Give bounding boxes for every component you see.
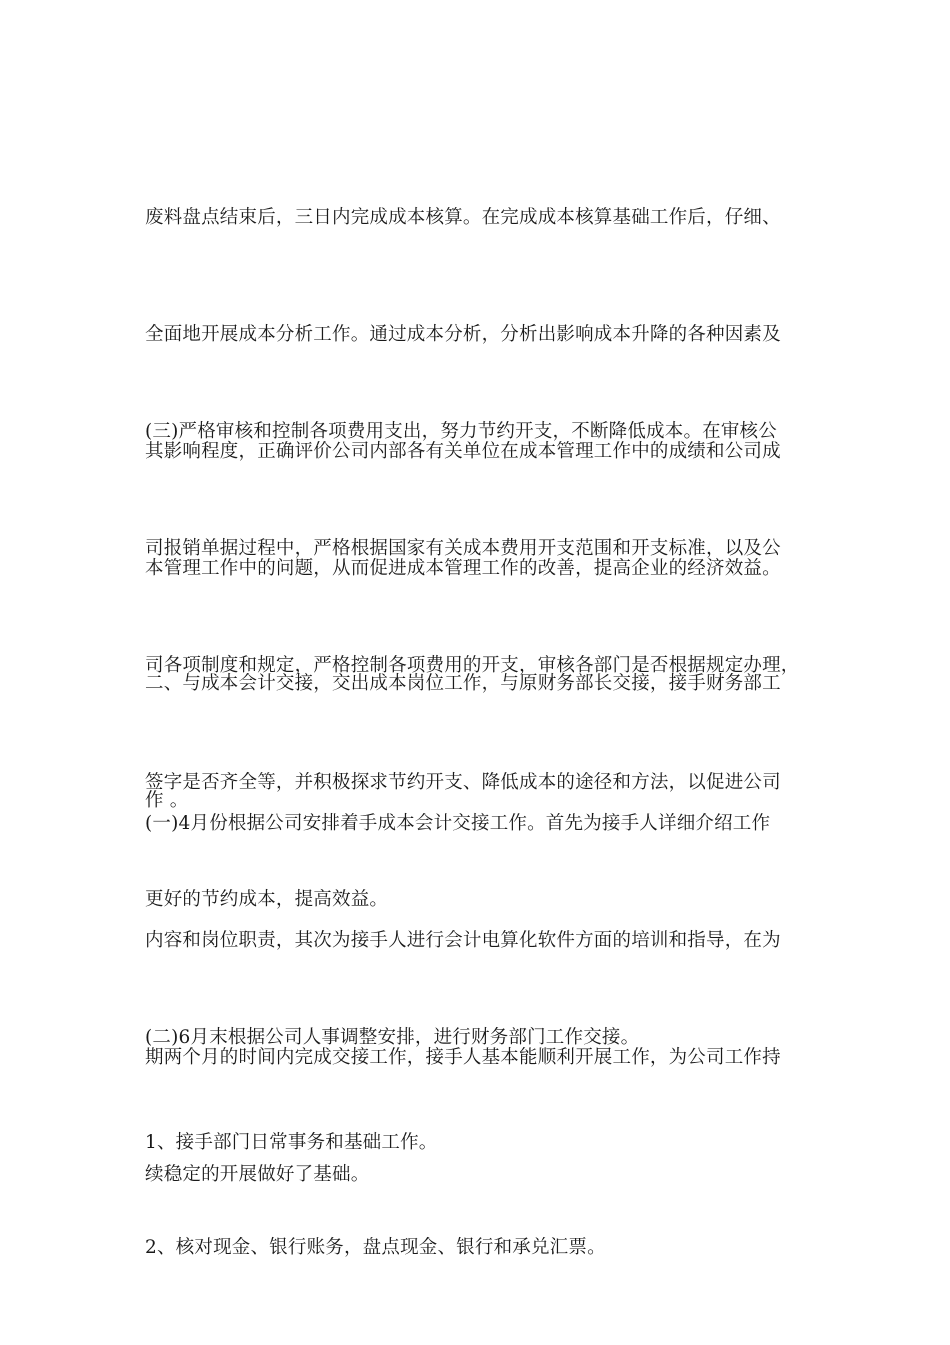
text-line: 废料盘点结束后，三日内完成成本核算。在完成成本核算基础工作后，仔细、 bbox=[145, 207, 781, 228]
text-line: 更好的节约成本，提高效益。 bbox=[145, 889, 389, 910]
text-line: 司各项制度和规定，严格控制各项费用的开支，审核各部门是否根据规定办理， bbox=[145, 655, 800, 676]
text-line: 续稳定的开展做好了基础。 bbox=[145, 1164, 370, 1185]
text-line: 作 。 bbox=[145, 790, 189, 811]
text-line: 本管理工作中的问题，从而促进成本管理工作的改善，提高企业的经济效益。 bbox=[145, 558, 781, 579]
text-line: (二)6月末根据公司人事调整安排，进行财务部门工作交接。 bbox=[145, 1027, 640, 1048]
text-line: (三)严格审核和控制各项费用支出，努力节约开支，不断降低成本。在审核公 bbox=[145, 421, 777, 442]
text-line: 1、接手部门日常事务和基础工作。 bbox=[145, 1132, 438, 1153]
text-line: 全面地开展成本分析工作。通过成本分析，分析出影响成本升降的各种因素及 bbox=[145, 324, 781, 345]
text-line: 二、与成本会计交接，交出成本岗位工作，与原财务部长交接，接手财务部工 bbox=[145, 673, 781, 694]
text-line: 司报销单据过程中，严格根据国家有关成本费用开支范围和开支标准，以及公 bbox=[145, 538, 781, 559]
text-line: 其影响程度，正确评价公司内部各有关单位在成本管理工作中的成绩和公司成 bbox=[145, 441, 781, 462]
text-line: 内容和岗位职责，其次为接手人进行会计电算化软件方面的培训和指导，在为 bbox=[145, 930, 781, 951]
text-line: 期两个月的时间内完成交接工作，接手人基本能顺利开展工作，为公司工作持 bbox=[145, 1047, 781, 1068]
text-line: 2、核对现金、银行账务，盘点现金、银行和承兑汇票。 bbox=[145, 1237, 606, 1258]
text-line: (一)4月份根据公司安排着手成本会计交接工作。首先为接手人详细介绍工作 bbox=[145, 813, 771, 834]
text-line: 签字是否齐全等，并积极探求节约开支、降低成本的途径和方法，以促进公司 bbox=[145, 772, 781, 793]
list-item-2 bbox=[145, 1150, 810, 1345]
